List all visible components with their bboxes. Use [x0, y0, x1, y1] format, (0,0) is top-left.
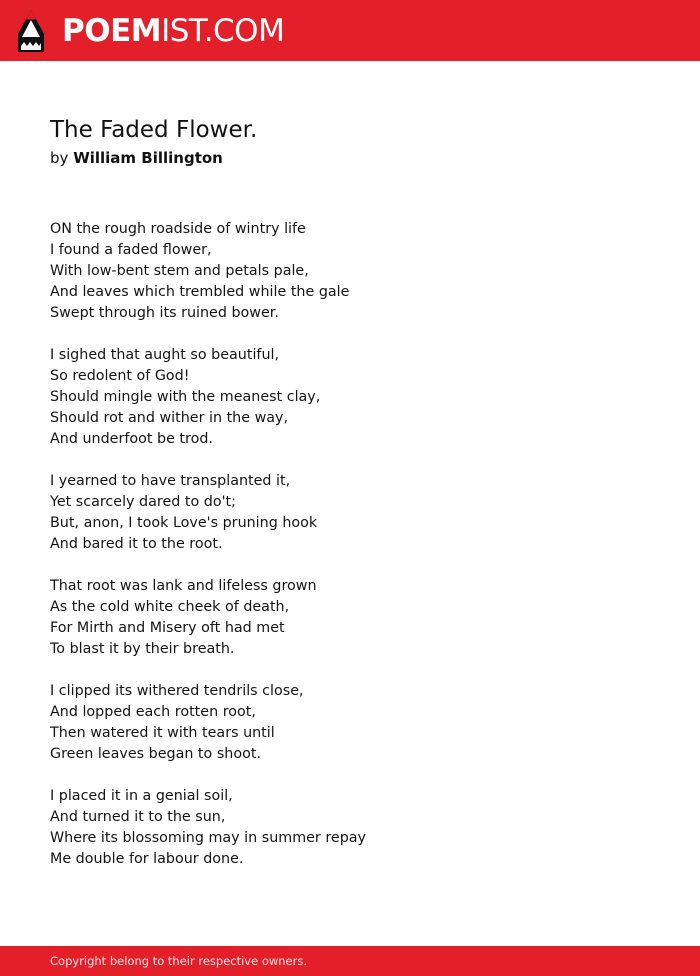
- poem-line: Me double for labour done.: [50, 851, 244, 867]
- stanza: [50, 471, 650, 555]
- poem-line: To blast it by their breath.: [50, 641, 235, 657]
- pencil-tip-icon: [18, 10, 44, 52]
- stanza: [50, 219, 650, 324]
- header-bar: [0, 0, 700, 61]
- poem-line: And lopped each rotten root,: [50, 704, 256, 720]
- poem-line: Green leaves began to shoot.: [50, 746, 261, 762]
- poem-line: I clipped its withered tendrils close,: [50, 683, 304, 699]
- poem-line: I found a faded flower,: [50, 242, 212, 258]
- by-prefix: by: [50, 149, 69, 167]
- poem-line: For Mirth and Misery oft had met: [50, 620, 285, 636]
- site-logo[interactable]: [62, 12, 284, 50]
- footer-bar: [0, 946, 700, 976]
- poem-line: But, anon, I took Love's pruning hook: [50, 515, 318, 531]
- poem-line: With low-bent stem and petals pale,: [50, 263, 309, 279]
- poem-line: Swept through its ruined bower.: [50, 305, 279, 321]
- poem-line: So redolent of God!: [50, 368, 190, 384]
- stanza: [50, 576, 650, 660]
- stanza: [50, 345, 650, 450]
- stanza: [50, 786, 650, 870]
- poem-line: And leaves which trembled while the gale: [50, 284, 350, 300]
- poem-line: Then watered it with tears until: [50, 725, 275, 741]
- poem-line: Where its blossoming may in summer repay: [50, 830, 366, 846]
- logo-bold-text: POEM: [62, 13, 162, 49]
- poem-line: Yet scarcely dared to do't;: [50, 494, 236, 510]
- poem-line: Should rot and wither in the way,: [50, 410, 289, 426]
- poem-body: [50, 219, 650, 891]
- poem-line: I yearned to have transplanted it,: [50, 473, 291, 489]
- poem-line: Should mingle with the meanest clay,: [50, 389, 321, 405]
- copyright-notice: Copyright belong to their respective owners.: [50, 954, 308, 968]
- author-name: William Billington: [73, 149, 223, 167]
- poem-line: And underfoot be trod.: [50, 431, 213, 447]
- poem-line: ON the rough roadside of wintry life: [50, 221, 306, 237]
- poem-line: And bared it to the root.: [50, 536, 223, 552]
- byline: [50, 149, 223, 167]
- stanza: [50, 681, 650, 765]
- poem-line: I sighed that aught so beautiful,: [50, 347, 280, 363]
- logo-light-text: IST.COM: [161, 13, 285, 49]
- poem-title: The Faded Flower.: [50, 117, 258, 143]
- poem-line: As the cold white cheek of death,: [50, 599, 290, 615]
- poem-line: And turned it to the sun,: [50, 809, 226, 825]
- poem-line: I placed it in a genial soil,: [50, 788, 233, 804]
- poem-line: That root was lank and lifeless grown: [50, 578, 317, 594]
